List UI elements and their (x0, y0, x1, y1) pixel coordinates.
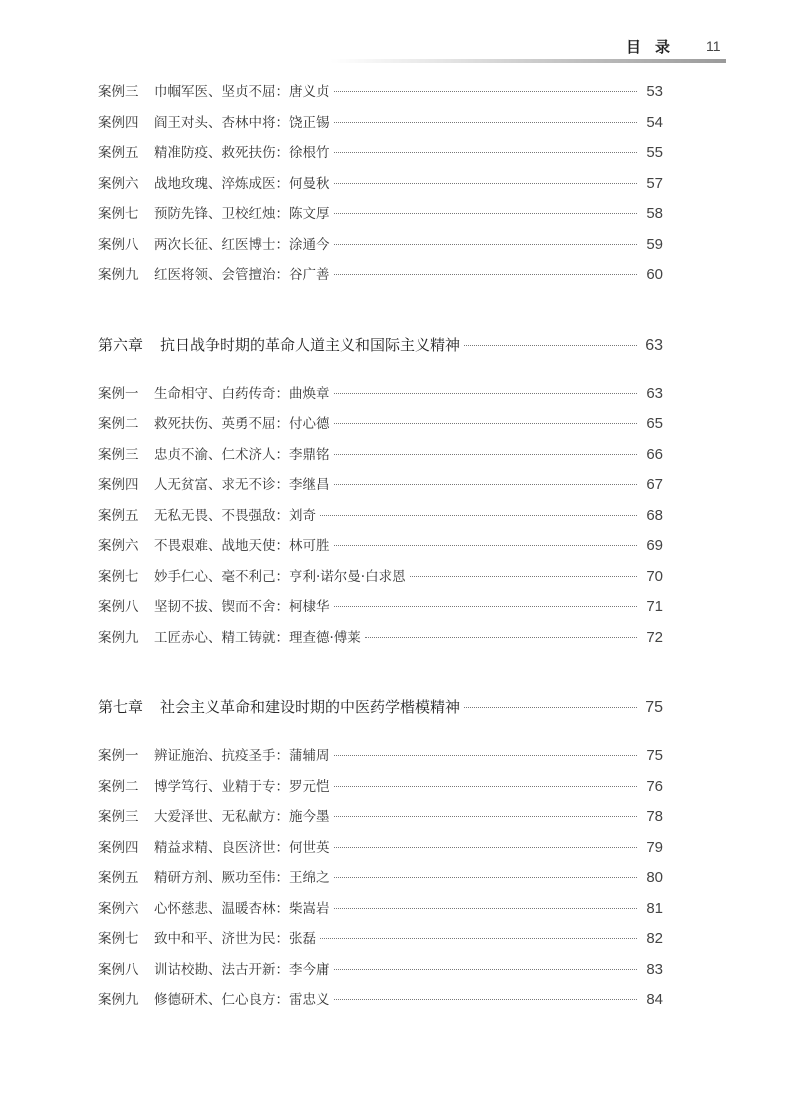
chapter-label: 第六章 (98, 335, 144, 354)
toc-entry[interactable] (98, 473, 663, 504)
toc-entry[interactable] (98, 172, 663, 203)
case-label: 案例五 (98, 870, 139, 886)
dot-leader (334, 908, 638, 909)
entry-page-number: 70 (646, 567, 663, 585)
toc-entry[interactable] (98, 897, 663, 928)
entry-page-number: 54 (646, 113, 663, 131)
case-title: 生命相守、白药传奇：曲焕章 (154, 385, 330, 402)
entry-page-number: 82 (646, 930, 663, 947)
toc-entry[interactable] (98, 988, 663, 1019)
entry-page-number: 69 (646, 537, 663, 554)
dot-leader (334, 847, 638, 848)
dot-leader (334, 213, 638, 214)
case-title: 两次长征、红医博士：涂通今 (154, 236, 330, 253)
case-label: 案例四 (98, 839, 139, 856)
dot-leader (334, 122, 638, 123)
toc-entry[interactable] (98, 233, 663, 264)
case-title: 精益求精、良医济世：何世英 (154, 839, 330, 856)
dot-leader (320, 938, 637, 939)
toc-entry[interactable] (98, 412, 663, 443)
toc-entry[interactable] (98, 958, 663, 989)
entry-page-number: 79 (646, 838, 663, 856)
toc-entry[interactable] (98, 565, 663, 596)
case-label: 案例四 (98, 477, 139, 493)
dot-leader (464, 707, 637, 708)
toc-entry[interactable] (98, 202, 663, 233)
table-of-contents (98, 80, 663, 1019)
case-label: 案例七 (98, 206, 139, 222)
case-label: 案例九 (98, 267, 139, 283)
entry-page-number: 60 (646, 266, 663, 283)
case-label: 案例八 (98, 236, 139, 253)
entry-page-number: 72 (646, 628, 663, 646)
entry-page-number: 84 (646, 991, 663, 1008)
case-title: 修德研术、仁心良方：雷忠义 (154, 992, 330, 1008)
case-label: 案例七 (98, 931, 139, 947)
case-label: 案例六 (98, 538, 139, 554)
case-title: 预防先锋、卫校红烛：陈文厚 (154, 206, 330, 222)
case-label: 案例九 (98, 992, 139, 1008)
dot-leader (334, 274, 638, 275)
dot-leader (334, 545, 638, 546)
dot-leader (334, 877, 638, 878)
case-label: 案例七 (98, 568, 139, 585)
entry-page-number: 58 (646, 205, 663, 222)
case-title: 辨证施治、抗疫圣手：蒲辅周 (154, 748, 330, 764)
chapter-spacer (98, 656, 663, 696)
toc-entry[interactable] (98, 443, 663, 474)
case-title: 不畏艰难、战地天使：林可胜 (154, 538, 330, 554)
case-label: 案例九 (98, 629, 139, 646)
dot-leader (320, 515, 637, 516)
toc-entry[interactable] (98, 504, 663, 535)
toc-chapter-heading[interactable] (98, 696, 663, 726)
case-title: 人无贫富、求无不诊：李继昌 (154, 477, 330, 493)
case-title: 巾帼军医、坚贞不屈：唐义贞 (154, 84, 330, 100)
dot-leader (334, 969, 638, 970)
case-title: 精准防疫、救死扶伤：徐根竹 (154, 145, 330, 161)
case-title: 训诂校勘、法古开新：李今庸 (154, 961, 330, 978)
dot-leader (334, 786, 638, 787)
dot-leader (334, 152, 638, 153)
case-label: 案例二 (98, 416, 139, 432)
case-title: 心怀慈悲、温暖杏林：柴嵩岩 (154, 900, 330, 917)
chapter-title: 社会主义革命和建设时期的中医药学楷模精神 (160, 698, 461, 716)
chapter-label: 第七章 (98, 698, 144, 716)
toc-entry[interactable] (98, 775, 663, 806)
case-label: 案例八 (98, 961, 139, 978)
case-title: 博学笃行、业精于专：罗元恺 (154, 778, 330, 795)
case-label: 案例八 (98, 599, 139, 615)
dot-leader (334, 454, 638, 455)
case-title: 忠贞不渝、仁术济人：李鼎铭 (154, 446, 330, 463)
toc-entry[interactable] (98, 866, 663, 897)
header-rule (330, 59, 726, 63)
entry-page-number: 83 (646, 960, 663, 978)
toc-entry[interactable] (98, 595, 663, 626)
dot-leader (365, 637, 637, 638)
entry-page-number: 57 (646, 174, 663, 192)
toc-entry[interactable] (98, 80, 663, 111)
case-label: 案例三 (98, 84, 139, 100)
case-title: 大爱泽世、无私献方：施今墨 (154, 809, 330, 825)
case-label: 案例六 (98, 900, 139, 917)
entry-page-number: 55 (646, 144, 663, 161)
dot-leader (334, 755, 638, 756)
entry-page-number: 63 (646, 384, 663, 402)
entry-page-number: 53 (646, 83, 663, 100)
case-title: 战地玫瑰、淬炼成医：何曼秋 (154, 175, 330, 192)
entry-page-number: 75 (646, 747, 663, 764)
toc-entry[interactable] (98, 534, 663, 565)
toc-entry[interactable] (98, 382, 663, 413)
toc-entry[interactable] (98, 805, 663, 836)
case-title: 精研方剂、厥功至伟：王绵之 (154, 870, 330, 886)
dot-leader (410, 576, 637, 577)
chapter-spacer (98, 294, 663, 334)
dot-leader (334, 606, 638, 607)
toc-entry[interactable] (98, 141, 663, 172)
entry-page-number: 65 (646, 415, 663, 432)
toc-entry[interactable] (98, 263, 663, 294)
toc-entry[interactable] (98, 111, 663, 142)
page-header (0, 0, 800, 70)
dot-leader (334, 484, 638, 485)
case-label: 案例一 (98, 748, 139, 764)
entry-page-number: 80 (646, 869, 663, 886)
toc-entry[interactable] (98, 836, 663, 867)
case-title: 救死扶伤、英勇不屈：付心德 (154, 416, 330, 432)
dot-leader (334, 999, 638, 1000)
dot-leader (334, 423, 638, 424)
chapter-spacer (98, 726, 663, 744)
dot-leader (334, 91, 638, 92)
case-title: 坚韧不拔、锲而不舍：柯棣华 (154, 599, 330, 615)
entry-page-number: 67 (646, 476, 663, 493)
case-title: 阎王对头、杏林中将：饶正锡 (154, 114, 330, 131)
case-label: 案例四 (98, 114, 139, 131)
dot-leader (334, 816, 638, 817)
toc-entry[interactable] (98, 927, 663, 958)
case-label: 案例六 (98, 175, 139, 192)
toc-chapter-heading[interactable] (98, 334, 663, 364)
dot-leader (334, 393, 638, 394)
entry-page-number: 59 (646, 235, 663, 253)
dot-leader (334, 183, 638, 184)
case-title: 工匠赤心、精工铸就：理查德·傅莱 (154, 629, 361, 646)
toc-entry[interactable] (98, 744, 663, 775)
case-label: 案例一 (98, 385, 139, 402)
entry-page-number: 68 (646, 506, 663, 524)
dot-leader (334, 244, 638, 245)
chapter-title: 抗日战争时期的革命人道主义和国际主义精神 (160, 335, 461, 354)
case-label: 案例五 (98, 507, 139, 524)
chapter-spacer (98, 364, 663, 382)
entry-page-number: 76 (646, 777, 663, 795)
case-title: 致中和平、济世为民：张磊 (154, 931, 316, 947)
case-label: 案例三 (98, 809, 139, 825)
entry-page-number: 78 (646, 808, 663, 825)
case-title: 妙手仁心、毫不利己：亨利·诺尔曼·白求恩 (154, 568, 406, 585)
dot-leader (464, 345, 637, 346)
toc-entry[interactable] (98, 626, 663, 657)
chapter-page-number: 75 (645, 699, 663, 716)
case-label: 案例五 (98, 145, 139, 161)
case-label: 案例三 (98, 446, 139, 463)
entry-page-number: 81 (646, 899, 663, 917)
entry-page-number: 66 (646, 445, 663, 463)
chapter-page-number: 63 (645, 336, 663, 354)
case-title: 无私无畏、不畏强敌：刘奇 (154, 507, 316, 524)
page-number: 11 (706, 38, 721, 54)
case-title: 红医将领、会管擅治：谷广善 (154, 267, 330, 283)
entry-page-number: 71 (646, 598, 663, 615)
case-label: 案例二 (98, 778, 139, 795)
running-title: 目录 (626, 38, 685, 56)
